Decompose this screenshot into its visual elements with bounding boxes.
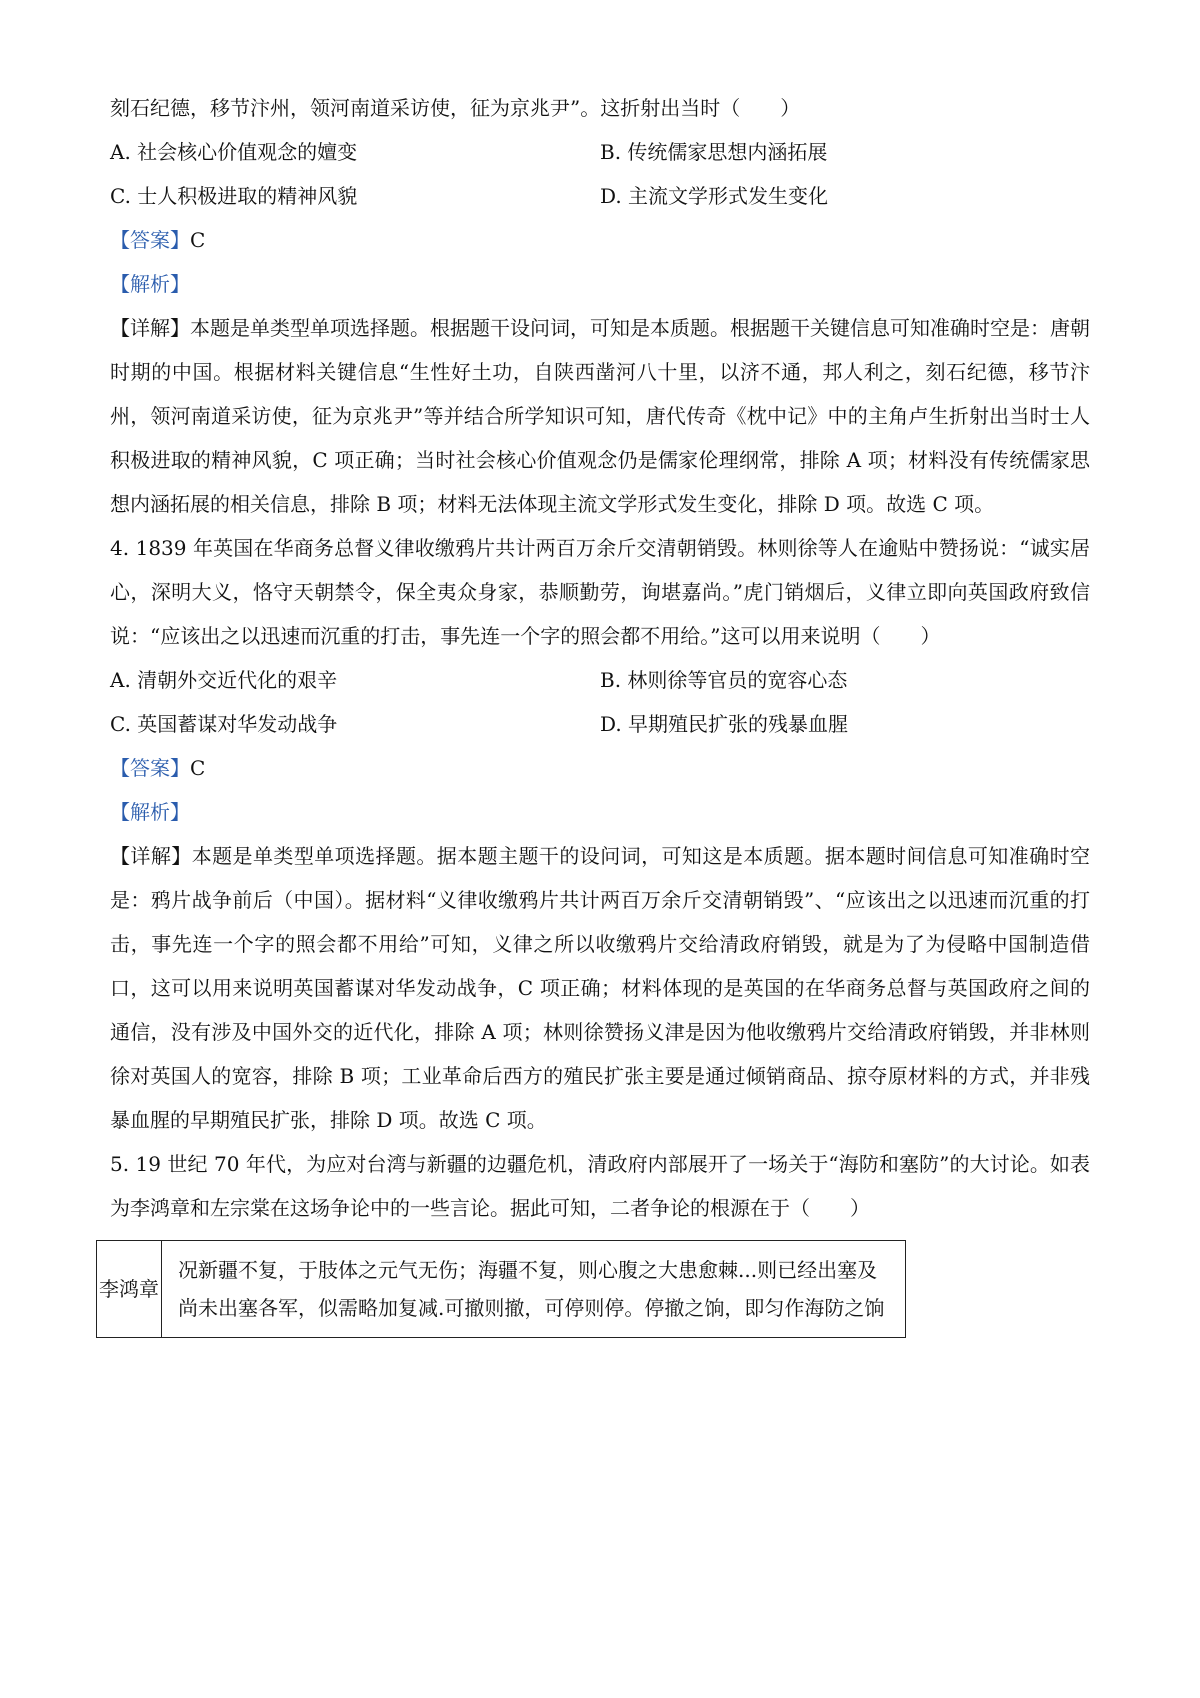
detail-text: 本题是单类型单项选择题。根据题干设问词，可知是本质题。根据题干关键信息可知准确时空是：唐朝时期的中国。根据材料关键信息“生性好土功，自陕西凿河八十里，以济不通，邦人利之，刻石纪德，移节汴州，领河南道采访使，征为京兆尹”等并结合所学知识可知，唐代传奇《枕中记》中的主角卢生折射出当时士人积极进取的精神风貌，C 项正确；当时社会核心价值观念仍是儒家伦理纲常，排除 A 项；材料没有传统儒家思想内涵拓展的相关信息，排除 B 项；材料无法体现主流文学形式发生变化，排除 D 项。故选 C 项。: [110, 316, 1090, 516]
answer-value: C: [190, 756, 206, 780]
q4-analysis: [110, 790, 1090, 834]
q4-answer: [110, 746, 1090, 790]
q5-quote-table: [96, 1240, 906, 1338]
q4-option-d: D. 早期殖民扩张的残暴血腥: [600, 712, 849, 736]
detail-tag: 【详解】: [110, 844, 192, 868]
answer-value: C: [190, 228, 206, 252]
q3-option-a: A. 社会核心价值观念的嬗变: [110, 140, 358, 164]
speaker-name: 李鸿章: [97, 1241, 162, 1338]
q4-option-c: C. 英国蓄谋对华发动战争: [110, 712, 338, 736]
q4-option-b: B. 林则徐等官员的宽容心态: [600, 668, 848, 692]
analysis-tag: 【解析】: [110, 272, 190, 296]
table-row: [97, 1241, 906, 1338]
q4-stem: 4. 1839 年英国在华商务总督义律收缴鸦片共计两百万余斤交清朝销毁。林则徐等人在逾贴中赞扬说：“诚实居心，深明大义，恪守天朝禁令，保全夷众身家，恭顺勤劳，询堪嘉尚。”虎门销烟后，义律立即向英国政府致信说：“应该出之以迅速而沉重的打击，事先连一个字的照会都不用给。”这可以用来说明（ ）: [110, 536, 1090, 648]
q4-detail: [110, 834, 1090, 1142]
q3-answer: [110, 218, 1090, 262]
q3-analysis: [110, 262, 1090, 306]
q3-options: [110, 130, 1090, 218]
q3-detail: [110, 306, 1090, 526]
q4-options: [110, 658, 1090, 746]
q3-option-d: D. 主流文学形式发生变化: [600, 184, 829, 208]
answer-tag: 【答案】: [110, 228, 190, 252]
detail-tag: 【详解】: [110, 316, 190, 340]
document-page: [99, 90, 1091, 1338]
speaker-quote: 况新疆不复，于肢体之元气无伤；海疆不复，则心腹之大患愈棘...则已经出塞及尚未出塞各军，似需略加复减.可撤则撤，可停则停。停撤之饷，即匀作海防之饷: [162, 1241, 906, 1338]
q3-option-c: C. 士人积极进取的精神风貌: [110, 184, 358, 208]
detail-text: 本题是单类型单项选择题。据本题主题干的设问词，可知这是本质题。据本题时间信息可知准确时空是：鸦片战争前后（中国）。据材料“义律收缴鸦片共计两百万余斤交清朝销毁”、“应该出之以迅速而沉重的打击，事先连一个字的照会都不用给”可知，义律之所以收缴鸦片交给清政府销毁，就是为了为侵略中国制造借口，这可以用来说明英国蓄谋对华发动战争，C 项正确；材料体现的是英国的在华商务总督与英国政府之间的通信，没有涉及中国外交的近代化，排除 A 项；林则徐赞扬义津是因为他收缴鸦片交给清政府销毁，并非林则徐对英国人的宽容，排除 B 项；工业革命后西方的殖民扩张主要是通过倾销商品、掠夺原材料的方式，并非残暴血腥的早期殖民扩张，排除 D 项。故选 C 项。: [110, 844, 1091, 1132]
q5-stem: 5. 19 世纪 70 年代，为应对台湾与新疆的边疆危机，清政府内部展开了一场关于“海防和塞防”的大讨论。如表为李鸿章和左宗棠在这场争论中的一些言论。据此可知，二者争论的根源在于（ ）: [110, 1152, 1090, 1220]
answer-tag: 【答案】: [110, 756, 190, 780]
q3-option-b: B. 传统儒家思想内涵拓展: [600, 140, 828, 164]
q3-stem-tail: 刻石纪德，移节汴州，领河南道采访使，征为京兆尹”。这折射出当时（ ）: [110, 96, 801, 120]
analysis-tag: 【解析】: [110, 800, 190, 824]
q4-option-a: A. 清朝外交近代化的艰辛: [110, 668, 338, 692]
